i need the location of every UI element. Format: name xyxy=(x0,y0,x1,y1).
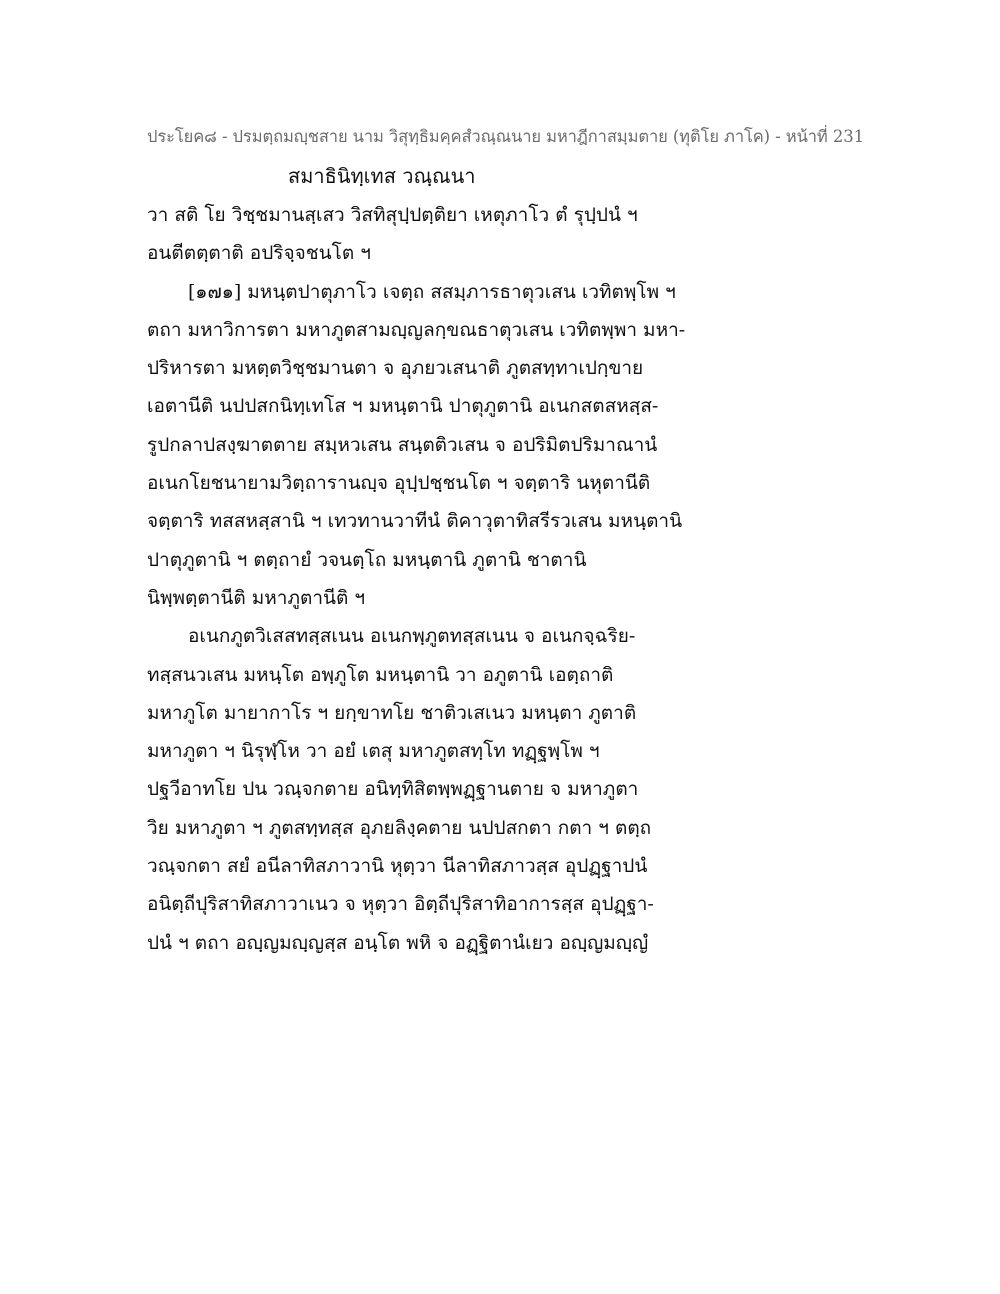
text-line: มหาภูตา ฯ นิรุฬฺโห วา อยํ เตสุ มหาภูตสทฺโท ทฏฺฐพฺโพ ฯ xyxy=(147,740,600,763)
text-line: จตฺตาริ ทสสหสฺสานิ ฯ เทวทานวาทีนํ ติคาวุตาทิสรีรวเสน มหนฺตานิ xyxy=(147,510,683,533)
text-line: อนิตฺถีปุริสาทิสภาวาเนว จ หุตฺวา อิตฺถีปุริสาทิอาการสฺส อุปฏฺฐา- xyxy=(147,893,654,916)
text-line: รูปกลาปสงฺฆาตตาย สมฺหวเสน สนฺตติวเสน จ อปริมิตปริมาณานํ xyxy=(147,433,658,456)
text-line: เอตานีติ นปปสกนิทฺเทโส ฯ มหนฺตานิ ปาตุภูตานิ อเนกสตสหสฺส- xyxy=(147,395,659,418)
text-line: วิย มหาภูตา ฯ ภูตสทฺทสฺส อุภยลิงฺคตาย นปปสกตา กตา ฯ ตตฺถ xyxy=(147,816,652,839)
text-line: มหาภูโต มายากาโร ฯ ยกฺขาทโย ชาติวเสเนว มหนฺตา ภูตาติ xyxy=(147,701,637,724)
text-line: ปริหารตา มหตฺตวิชฺชมานตา จ อุภยวเสนาติ ภูตสทฺทาเปกฺขาย xyxy=(147,357,644,380)
text-line: อเนกโยชนายามวิตฺถารานญฺจ อุปฺปชฺชนโต ฯ จตฺตาริ นหุตานีติ xyxy=(147,472,651,495)
paragraph-start-line: อเนกภูตวิเสสทสฺสเนน อเนกพฺภูตทสฺสเนน จ อเนกจฺฉริย- xyxy=(188,625,636,648)
text-line: ตถา มหาวิการตา มหาภูตสามญฺญลกฺขณธาตุวเสน เวทิตพฺพา มหา- xyxy=(147,318,686,341)
text-line: นิพฺพตฺตานีติ มหาภูตานีติ ฯ xyxy=(147,586,366,609)
text-line: ปาตุภูตานิ ฯ ตตฺถายํ วจนตฺโถ มหนฺตานิ ภูตานิ ชาตานิ xyxy=(147,548,587,571)
section-title: สมาธินิทฺเทส วณฺณนา xyxy=(288,164,476,188)
text-line: วา สติ โย วิชฺชมานสฺเสว วิสทิสุปฺปตฺติยา เหตุภาโว ตํ รุปฺปนํ ฯ xyxy=(147,204,638,226)
text-line: อนตีตตฺตาติ อปริจฺจชนโต ฯ xyxy=(147,242,371,265)
paragraph-start-line: [๑๗๑] มหนฺตปาตุภาโว เจตฺถ สสมฺภารธาตุวเสน เวทิตพฺโพ ฯ xyxy=(188,280,676,303)
text-line: วณฺจกตา สยํ อนีลาทิสภาวานิ หุตฺวา นีลาทิสภาวสฺส อุปฏฺฐาปนํ xyxy=(147,855,648,878)
text-line: ปฐวีอาทโย ปน วณฺจกตาย อนิทฺทิสิตพฺพฏฺฐานตาย จ มหาภูตา xyxy=(147,778,639,801)
running-header: ประโยค๘ - ปรมตฺถมญฺชสาย นาม วิสุทฺธิมคฺคสํวณฺณนาย มหาฎีกาสมฺมตาย (ทุติโย ภาโค) - หน้าที่ 231 xyxy=(147,127,865,146)
body-text xyxy=(147,196,707,962)
text-line: ปนํ ฯ ตถา อญฺญมญฺญสฺส อนฺโต พหิ จ อฏฺฐิตานํเยว อญฺญมญฺญํ xyxy=(147,931,649,954)
text-line: ทสฺสนวเสน มหนฺโต อพฺภูโต มหนฺตานิ วา อภูตานิ เอตฺถาติ xyxy=(147,663,614,686)
